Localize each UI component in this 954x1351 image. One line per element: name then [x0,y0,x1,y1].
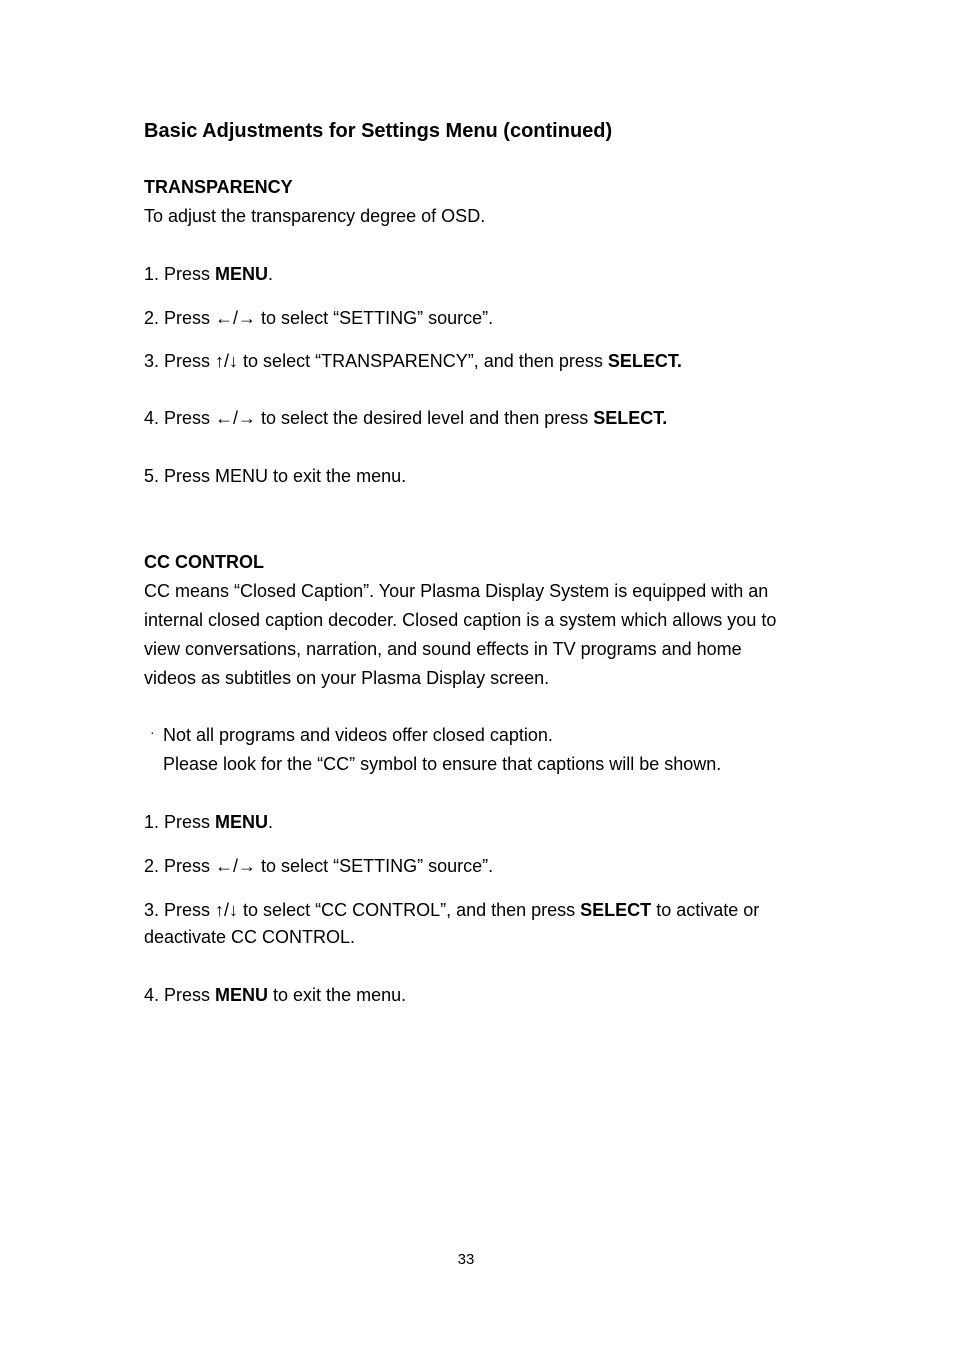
paragraph-line: CC means “Closed Caption”. Your Plasma Display System is equipped with an [144,581,769,601]
page-title: Basic Adjustments for Settings Menu (continued) [144,120,613,142]
bullet-icon: · [150,724,155,740]
up-down-arrows-icon: ↑/↓ [215,900,239,920]
step-text: . [268,264,274,284]
step-bold: SELECT. [593,408,668,428]
step-text: to exit the menu. [268,985,407,1005]
paragraph-line: view conversations, narration, and sound effects in TV programs and home [144,639,742,659]
transparency-step-4 [144,407,667,429]
transparency-step-1 [144,263,273,285]
cc-step-3-continued: deactivate CC CONTROL. [144,927,356,947]
cc-step-4 [144,984,406,1006]
page-number: 33 [457,1251,475,1268]
step-text: 4. Press [144,985,216,1005]
cc-control-paragraph [144,577,834,693]
cc-step-1 [144,811,273,833]
up-down-arrows-icon: ↑/↓ [215,351,239,371]
cc-step-3 [144,899,759,921]
step-text: 1. Press [144,264,216,284]
step-text: to select “SETTING” source”. [256,856,494,876]
step-text: to select “TRANSPARENCY”, and then press [238,351,608,371]
step-bold: SELECT. [607,351,682,371]
left-right-arrows-icon: ←/→ [215,856,257,876]
step-text: 2. Press [144,308,216,328]
cc-step-2 [144,855,493,877]
step-bold: MENU [215,812,269,832]
step-text: 3. Press [144,351,216,371]
transparency-heading: TRANSPARENCY [144,177,293,197]
step-text: to select “SETTING” source”. [256,308,494,328]
step-bold: MENU [215,985,269,1005]
paragraph-line: internal closed caption decoder. Closed caption is a system which allows you to [144,610,777,630]
cc-note-line-2: Please look for the “CC” symbol to ensure that captions will be shown. [163,754,722,774]
step-text: 2. Press [144,856,216,876]
transparency-step-5: 5. Press MENU to exit the menu. [144,466,407,486]
step-text: to select “CC CONTROL”, and then press [238,900,581,920]
step-text: to activate or [651,900,760,920]
cc-control-heading: CC CONTROL [144,552,264,572]
cc-note-line-1: Not all programs and videos offer closed caption. [163,725,553,745]
step-text: . [268,812,274,832]
step-text: 1. Press [144,812,216,832]
transparency-step-3 [144,350,682,372]
step-text: 4. Press ←/→ to select the desired level and then press [144,408,594,428]
transparency-step-2 [144,307,493,329]
paragraph-line: videos as subtitles on your Plasma Display screen. [144,668,550,688]
step-bold: MENU [215,264,269,284]
left-right-arrows-icon: ←/→ [215,308,257,328]
step-bold: SELECT [580,900,652,920]
step-text: 3. Press [144,900,216,920]
transparency-description: To adjust the transparency degree of OSD. [144,206,486,226]
